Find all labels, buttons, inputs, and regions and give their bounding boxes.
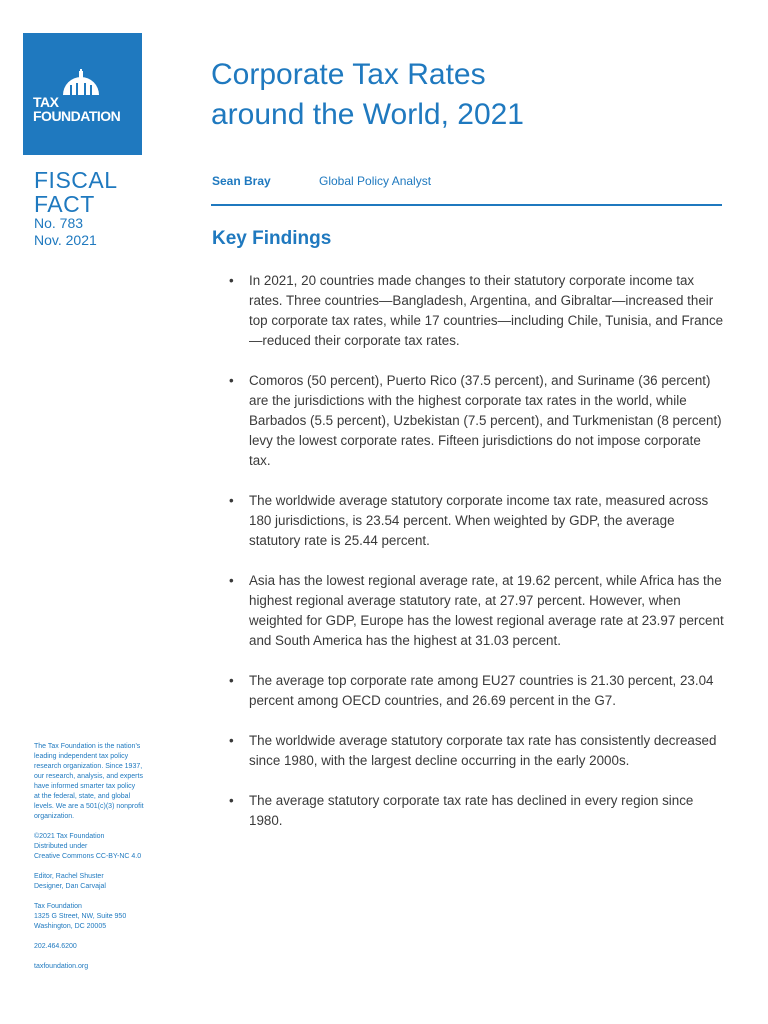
series-date: Nov. 2021	[34, 232, 97, 248]
website-link[interactable]: taxfoundation.org	[34, 963, 89, 970]
finding-text: Comoros (50 percent), Puerto Rico (37.5 percent), and Suriname (36 percent) are the jurisdictions with the highest corporate tax rates in the world, while Barbados (5.5 percent), Uzbekistan (7.5 percent), and Turkmenistan (8 percent) levy the lowest corporate rates. Fifteen jurisdictions do not impose corporate tax.	[249, 373, 722, 468]
key-findings-list	[229, 271, 724, 851]
finding-text: Asia has the lowest regional average rate, at 19.62 percent, while Africa has the highest regional average statutory rate, at 27.97 percent. However, when weighted for GDP, Europe has the lowest regional average rate at 23.97 percent and South America has the highest at 31.03 percent.	[249, 573, 724, 648]
finding-item	[229, 671, 724, 711]
bullet: •	[229, 493, 234, 508]
finding-text: The worldwide average statutory corporate income tax rate, measured across 180 jurisdictions, is 23.54 percent. When weighted by GDP, the average statutory rate is 25.44 percent.	[249, 493, 709, 548]
bullet: •	[229, 733, 234, 748]
editor-credit: Editor, Rachel Shuster	[34, 873, 104, 880]
author-byline	[212, 174, 432, 188]
address-line: Washington, DC 20005	[34, 923, 107, 930]
bullet: •	[229, 673, 234, 688]
logo-line-2: FOUNDATION	[33, 108, 121, 124]
about-paragraph	[34, 742, 152, 822]
series-label-line-2: FACT	[34, 191, 95, 217]
author-name: Sean Bray	[212, 174, 271, 188]
key-findings-heading: Key Findings	[212, 228, 332, 249]
finding-item	[229, 491, 724, 551]
about-line: levels. We are a 501(c)(3) nonprofit	[34, 803, 144, 810]
series-label-line-1: FISCAL	[34, 167, 118, 193]
finding-item	[229, 271, 724, 351]
phone-number: 202.464.6200	[34, 943, 77, 950]
about-line: The Tax Foundation is the nation's	[34, 743, 141, 750]
about-line: organization.	[34, 813, 75, 820]
address-line: 1325 G Street, NW, Suite 950	[34, 913, 127, 920]
about-line: research organization. Since 1937,	[34, 763, 143, 770]
designer-credit: Designer, Dan Carvajal	[34, 883, 106, 890]
finding-item	[229, 371, 724, 471]
page-title-line-2: around the World, 2021	[211, 98, 524, 131]
finding-text: The average statutory corporate tax rate has declined in every region since 1980.	[249, 793, 694, 828]
copyright-notice	[34, 832, 152, 862]
about-line: our research, analysis, and experts	[34, 773, 143, 780]
address	[34, 902, 152, 932]
bullet: •	[229, 273, 234, 288]
logo-wordmark	[33, 95, 120, 123]
logo-line-1: TAX	[33, 94, 59, 110]
finding-text: The worldwide average statutory corporate tax rate has consistently decreased since 1980, with the largest decline occurring in the early 2000s.	[249, 733, 717, 768]
finding-text: The average top corporate rate among EU27 countries is 21.30 percent, 23.04 percent among OECD countries, and 26.69 percent in the G7.	[249, 673, 714, 708]
capitol-dome-icon	[59, 69, 103, 95]
about-line: have informed smarter tax policy	[34, 783, 136, 790]
series-label	[34, 168, 118, 216]
bullet: •	[229, 373, 234, 388]
address-line: Tax Foundation	[34, 903, 82, 910]
finding-text: In 2021, 20 countries made changes to their statutory corporate income tax rates. Three countries—Bangladesh, Argentina, and Gibraltar—increased their top corporate tax rates, while 17 countries—including Chile, Tunisia, and France—reduced their corporate tax rates.	[249, 273, 724, 348]
copyright-line: Distributed under	[34, 843, 88, 850]
finding-item	[229, 731, 724, 771]
finding-item	[229, 791, 724, 831]
header-divider	[211, 204, 722, 206]
copyright-line: Creative Commons CC-BY-NC 4.0	[34, 853, 142, 860]
copyright-line: ©2021 Tax Foundation	[34, 833, 105, 840]
bullet: •	[229, 793, 234, 808]
bullet: •	[229, 573, 234, 588]
series-number: No. 783	[34, 215, 84, 231]
finding-item	[229, 571, 724, 651]
series-meta	[34, 215, 97, 249]
page-title-line-1: Corporate Tax Rates	[211, 58, 486, 91]
page-title	[211, 55, 524, 135]
tax-foundation-logo	[23, 33, 142, 155]
about-line: at the federal, state, and global	[34, 793, 131, 800]
credits	[34, 872, 152, 892]
about-line: leading independent tax policy	[34, 753, 129, 760]
author-role: Global Policy Analyst	[319, 174, 432, 188]
sidebar-info	[34, 742, 152, 982]
